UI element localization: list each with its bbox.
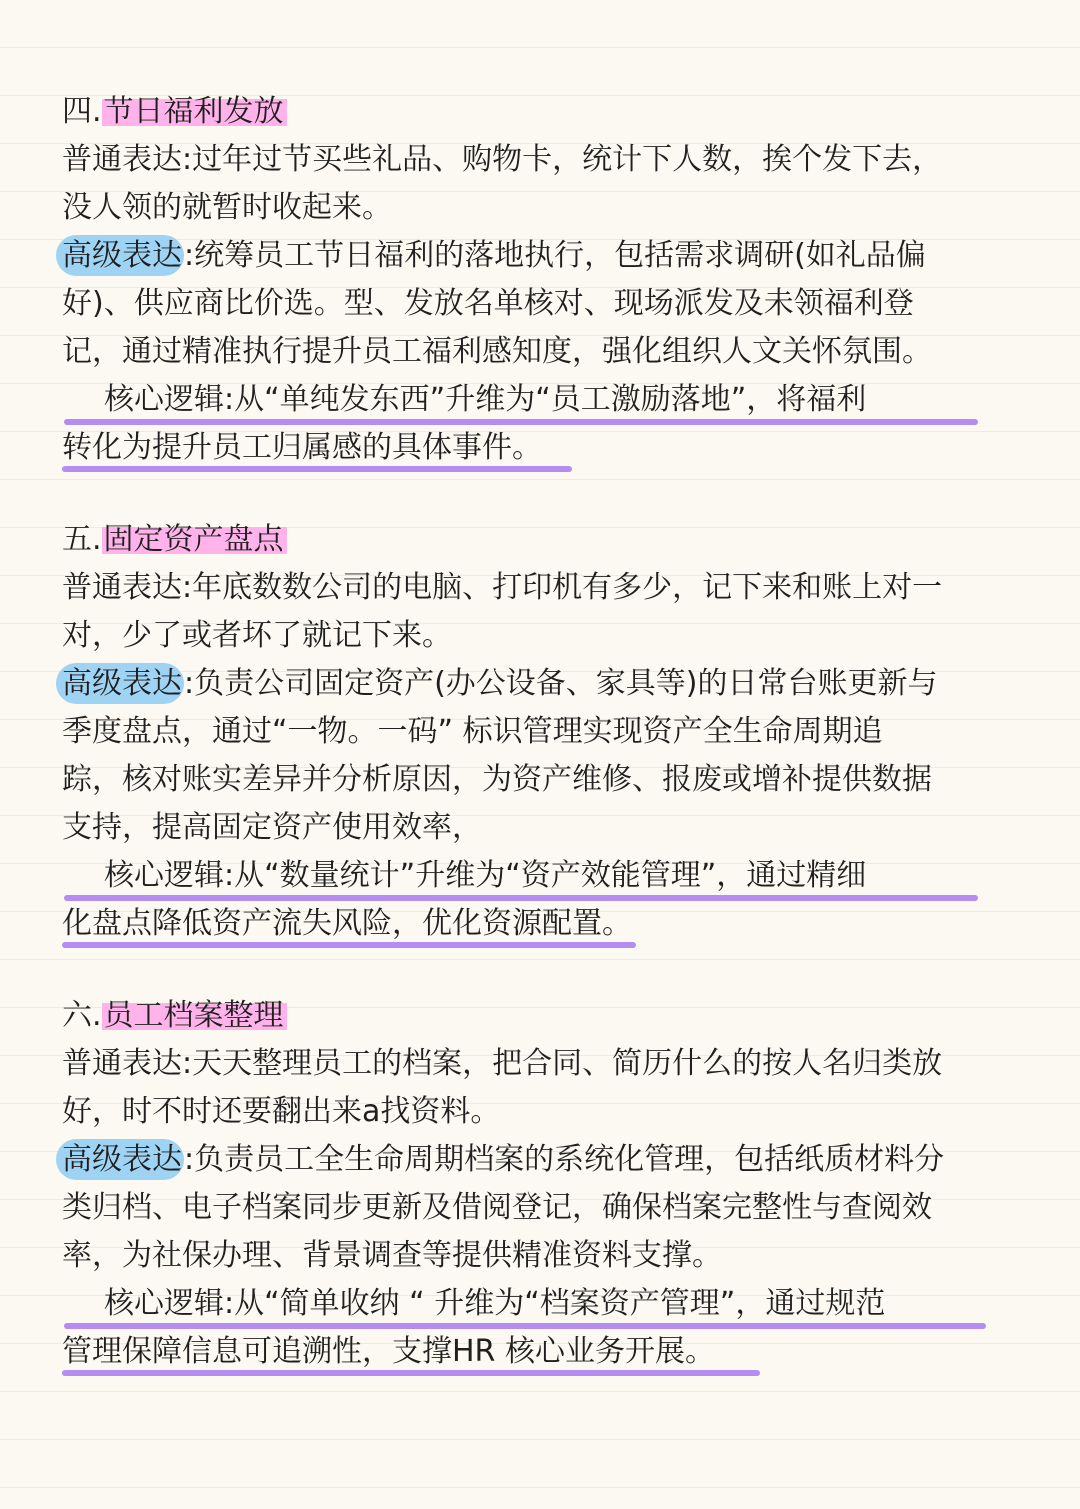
normal-expression-line: 没人领的就暂时收起来。 xyxy=(62,190,392,225)
core-logic-underline xyxy=(62,942,636,948)
heading-highlight: 固定资产盘点 xyxy=(102,522,287,557)
core-logic-line: 管理保障信息可追溯性，支撑HR 核心业务开展。 xyxy=(62,1334,715,1369)
advanced-label: 高级表达 xyxy=(56,663,184,704)
normal-expression-line: 普通表达:过年过节买些礼品、购物卡，统计下人数，挨个发下去， xyxy=(62,142,943,177)
normal-expression-line: 好，时不时还要翻出来a找资料。 xyxy=(62,1094,501,1129)
advanced-expression-line: 记，通过精准执行提升员工福利感知度，强化组织人文关怀氛围。 xyxy=(62,334,932,369)
core-logic-underline xyxy=(62,1370,760,1376)
heading-highlight: 员工档案整理 xyxy=(102,998,287,1033)
advanced-label: 高级表达 xyxy=(56,1139,184,1180)
advanced-expression-line: 支持，提高固定资产使用效率， xyxy=(62,810,482,845)
core-logic-underline xyxy=(64,419,978,425)
normal-expression-line: 普通表达:年底数数公司的电脑、打印机有多少，记下来和账上对一 xyxy=(62,570,943,605)
normal-expression-line: 对，少了或者坏了就记下来。 xyxy=(62,618,452,653)
advanced-expression-line: 高级表达:统筹员工节日福利的落地执行，包括需求调研(如礼品偏 xyxy=(62,232,1022,280)
core-logic-line: 核心逻辑:从“单纯发东西”升维为“员工激励落地”，将福利 xyxy=(104,382,867,417)
advanced-expression-line: 率，为社保办理、背景调查等提供精准资料支撑。 xyxy=(62,1238,722,1273)
advanced-expression-line: 好)、供应商比价选。型、发放名单核对、现场派发及未领福利登 xyxy=(62,286,914,321)
core-logic-line: 核心逻辑:从“简单收纳 “ 升维为“档案资产管理”，通过规范 xyxy=(104,1286,886,1321)
section-heading: 五.固定资产盘点 xyxy=(62,516,1022,564)
advanced-expression-line: 类归档、电子档案同步更新及借阅登记，确保档案完整性与查阅效 xyxy=(62,1190,932,1225)
advanced-expression-line: 季度盘点，通过“一物。一码” 标识管理实现资产全生命周期追 xyxy=(62,714,883,749)
core-logic-underline xyxy=(64,895,978,901)
section-heading: 六.员工档案整理 xyxy=(62,992,1022,1040)
section-fixed-asset-inventory xyxy=(62,516,1022,948)
section-festival-benefits xyxy=(62,88,1022,472)
section-heading: 四.节日福利发放 xyxy=(62,88,1022,136)
normal-expression-line: 普通表达:天天整理员工的档案，把合同、简历什么的按人名归类放 xyxy=(62,1046,943,1081)
core-logic-underline xyxy=(64,1323,986,1329)
advanced-expression-line: 高级表达:负责公司固定资产(办公设备、家具等)的日常台账更新与 xyxy=(62,660,1022,708)
core-logic-underline xyxy=(62,466,572,472)
core-logic-line: 转化为提升员工归属感的具体事件。 xyxy=(62,430,542,465)
advanced-expression-line: 高级表达:负责员工全生命周期档案的系统化管理，包括纸质材料分 xyxy=(62,1136,1022,1184)
advanced-expression-line: 踪，核对账实差异并分析原因，为资产维修、报废或增补提供数据 xyxy=(62,762,932,797)
section-employee-records xyxy=(62,992,1022,1376)
core-logic-line: 化盘点降低资产流失风险，优化资源配置。 xyxy=(62,906,632,941)
advanced-label: 高级表达 xyxy=(56,235,184,276)
core-logic-line: 核心逻辑:从“数量统计”升维为“资产效能管理”，通过精细 xyxy=(104,858,867,893)
heading-highlight: 节日福利发放 xyxy=(102,94,287,129)
